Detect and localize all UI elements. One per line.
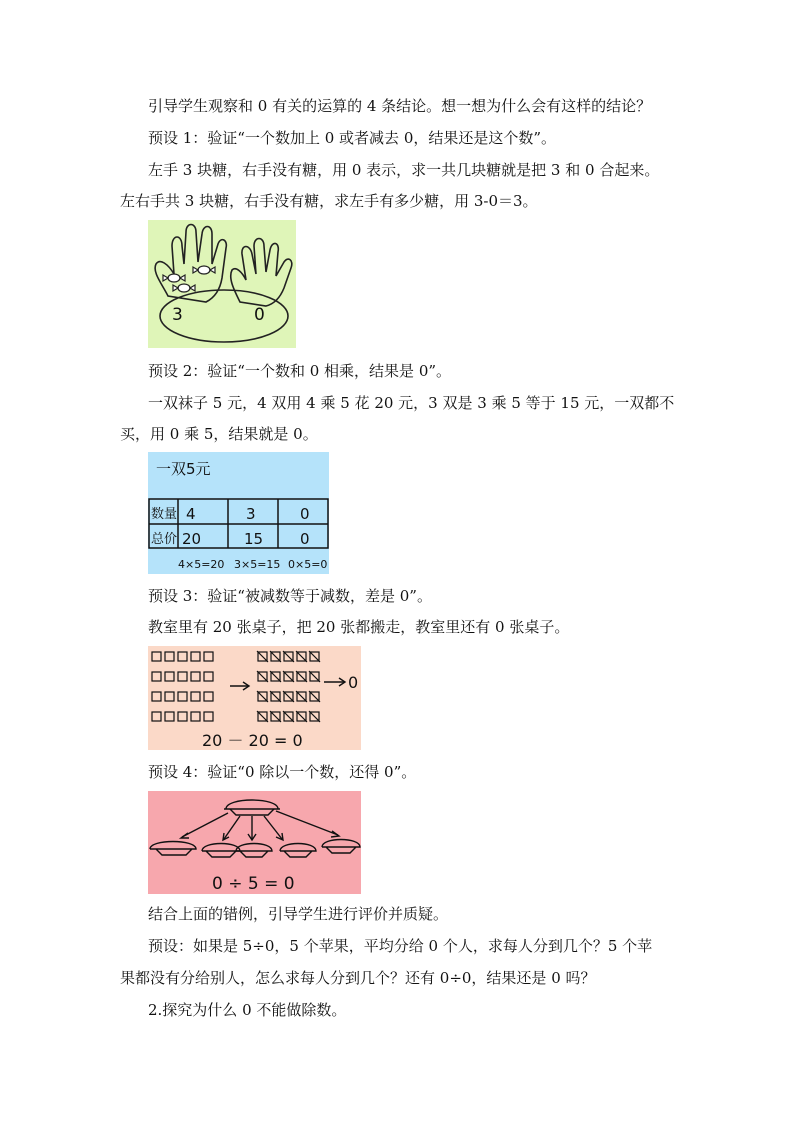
preset-2-heading: 预设 2：验证“一个数和 0 相乘，结果是 0”。 xyxy=(148,362,452,380)
table-header-quantity: 数量 xyxy=(151,507,178,522)
table-cell: 15 xyxy=(244,530,264,548)
desks-subtraction-figure xyxy=(148,646,361,750)
preset-1-heading: 预设 1：验证“一个数加上 0 或者减去 0，结果还是这个数”。 xyxy=(148,129,557,147)
paragraph-candy-2: 左右手共 3 块糖，右手没有糖，求左手有多少糖，用 3-0＝3。 xyxy=(120,192,538,210)
paragraph-socks-2: 买，用 0 乘 5，结果就是 0。 xyxy=(120,425,318,443)
paragraph-socks-1: 一双袜子 5 元，4 双用 4 乘 5 花 20 元，3 双是 3 乘 5 等于 15 元，一双都不 xyxy=(148,394,675,412)
equation-label: 0×5=0 xyxy=(288,558,328,571)
section-heading-zero-divisor: 2.探究为什么 0 不能做除数。 xyxy=(148,1001,347,1019)
paragraph-candy-1: 左手 3 块糖，右手没有糖，用 0 表示，求一共几块糖就是把 3 和 0 合起来。 xyxy=(148,161,660,179)
division-equation: 0 ÷ 5 = 0 xyxy=(212,874,295,894)
subtraction-equation: 20 － 20 = 0 xyxy=(202,731,303,750)
paragraph-observe: 引导学生观察和 0 有关的运算的 4 条结论。想一想为什么会有这样的结论？ xyxy=(148,97,652,115)
table-header-total: 总价 xyxy=(151,532,178,547)
hands-candy-figure xyxy=(148,220,296,348)
result-zero: 0 xyxy=(348,673,359,692)
paragraph-preset-divide-2: 果都没有分给别人，怎么求每人分到几个？还有 0÷0，结果还是 0 吗？ xyxy=(120,969,596,987)
preset-3-heading: 预设 3：验证“被减数等于减数，差是 0”。 xyxy=(148,587,432,605)
table-cell: 4 xyxy=(186,505,196,523)
preset-4-heading: 预设 4：验证“0 除以一个数，还得 0”。 xyxy=(148,763,417,781)
equation-label: 4×5=20 xyxy=(178,558,225,571)
table-cell: 3 xyxy=(246,505,256,523)
table-cell: 20 xyxy=(182,530,202,548)
paragraph-evaluate: 结合上面的错例，引导学生进行评价并质疑。 xyxy=(148,905,449,923)
price-title: 一双5元 xyxy=(156,460,211,478)
table-cell: 0 xyxy=(300,530,310,548)
equation-label: 3×5=15 xyxy=(234,558,281,571)
socks-price-figure xyxy=(148,452,329,574)
paragraph-preset-divide-1: 预设：如果是 5÷0，5 个苹果，平均分给 0 个人，求每人分到几个？5 个苹 xyxy=(148,937,653,955)
right-count-label: 0 xyxy=(254,305,265,325)
division-plates-figure xyxy=(148,791,361,894)
paragraph-desks: 教室里有 20 张桌子，把 20 张都搬走，教室里还有 0 张桌子。 xyxy=(148,618,570,636)
left-count-label: 3 xyxy=(172,305,183,325)
table-cell: 0 xyxy=(300,505,310,523)
